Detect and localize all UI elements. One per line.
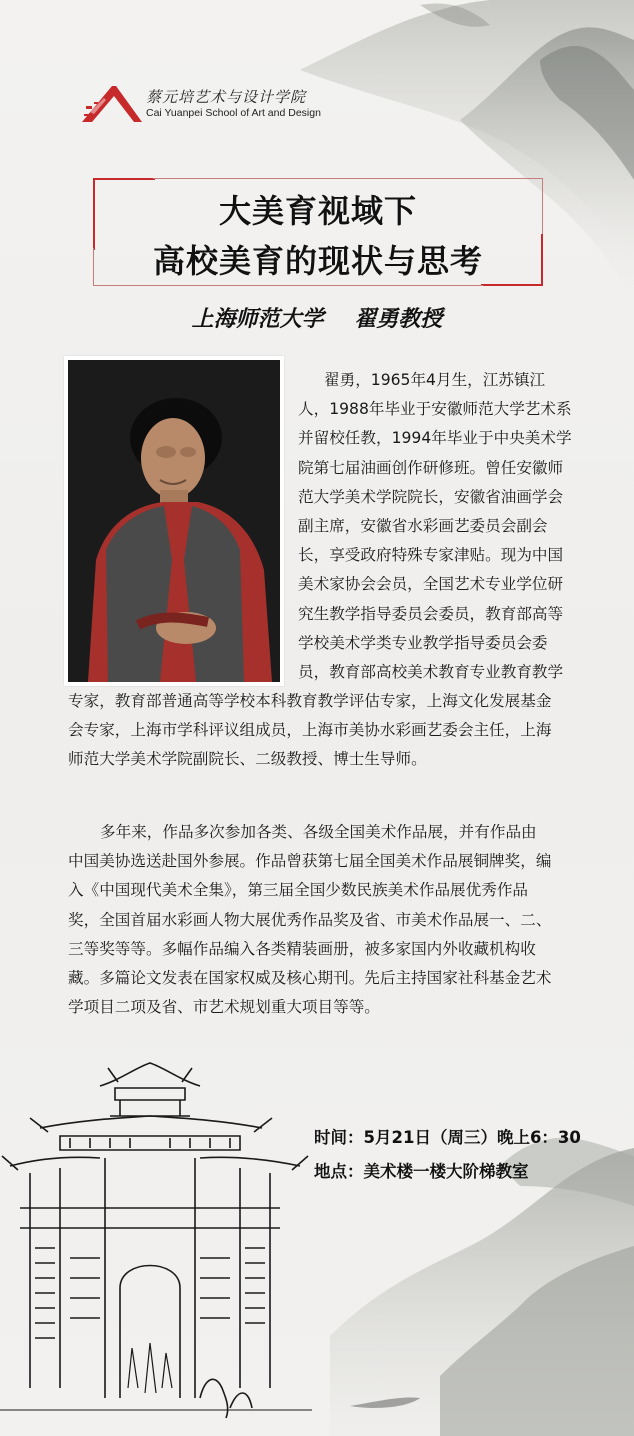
speaker-portrait [64, 356, 284, 686]
bio-line: 藏。多篇论文发表在国家权威及核心期刊。先后主持国家社科基金艺术 [68, 968, 552, 987]
archway-sketch-illustration [0, 1058, 312, 1436]
logo-mark-icon [82, 84, 144, 124]
frame-line-bottom [93, 285, 483, 286]
bio-line: 副主席，安徽省水彩画艺委员会副会 [298, 516, 548, 535]
bio-paragraph-1-wrapped [298, 366, 572, 687]
bio-line: 范大学美术学院院长，安徽省油画学会 [298, 487, 564, 506]
bio-line: 学项目二项及省、市艺术规划重大项目等等。 [68, 998, 380, 1017]
bio-line: 奖，全国首届水彩画人物大展优秀作品奖及省、市美术作品展一、二、 [68, 910, 552, 929]
event-location: 地点：美术楼一楼大阶梯教室 [314, 1162, 529, 1181]
bio-line: 三等奖等等。多幅作品编入各类精装画册，被多家国内外收藏机构收 [68, 939, 536, 958]
title-frame [93, 178, 543, 286]
event-time: 时间：5月21日（周三）晚上6：30 [314, 1128, 581, 1147]
bio-paragraph-1-full [68, 687, 551, 775]
frame-line-top [153, 178, 543, 179]
bio-paragraph-2 [68, 818, 551, 1022]
lecture-title-line2: 高校美育的现状与思考 [152, 242, 483, 280]
school-name-en: Cai Yuanpei School of Art and Design [146, 107, 321, 119]
speaker-affiliation: 上海师范大学 翟勇教授 [191, 306, 443, 332]
bio-line: 员，教育部高校美术教育专业教育教学 [298, 662, 564, 681]
bio-line: 专家，教育部普通高等学校本科教育教学评估专家，上海文化发展基金 [68, 692, 552, 710]
bio-line: 人，1988年毕业于安徽师范大学艺术系 [298, 400, 572, 419]
bio-line: 美术家协会会员，全国艺术专业学位研 [298, 575, 564, 594]
portrait-photo [68, 360, 280, 682]
school-logo [82, 82, 352, 126]
bio-line: 并留校任教，1994年毕业于中央美术学 [298, 429, 572, 448]
bio-line: 师范大学美术学院副院长、二级教授、博士生导师。 [68, 750, 427, 769]
bio-line: 会专家，上海市学科评议组成员，上海市美协水彩画艺委会主任，上海 [68, 721, 552, 740]
bio-line: 多年来，作品多次参加各类、各级全国美术作品展，并有作品由 [100, 823, 537, 841]
bio-line: 入《中国现代美术全集》，第三届全国少数民族美术作品展优秀作品 [68, 881, 529, 900]
bio-line: 究生教学指导委员会委员，教育部高等 [298, 604, 564, 623]
school-name-cn: 蔡元培艺术与设计学院 [146, 88, 307, 106]
lecture-title-line1: 大美育视域下 [218, 192, 417, 230]
bio-line: 翟勇，1965年4月生，江苏镇江 [324, 371, 546, 389]
bio-line: 学校美术学类专业教学指导委员会委 [298, 633, 548, 652]
bio-line: 院第七届油画创作研修班。曾任安徽师 [298, 458, 564, 477]
bio-line: 中国美协选送赴国外参展。作品曾获第七届全国美术作品展铜牌奖，编 [68, 852, 552, 871]
bio-line: 长，享受政府特殊专家津贴。现为中国 [298, 546, 564, 565]
